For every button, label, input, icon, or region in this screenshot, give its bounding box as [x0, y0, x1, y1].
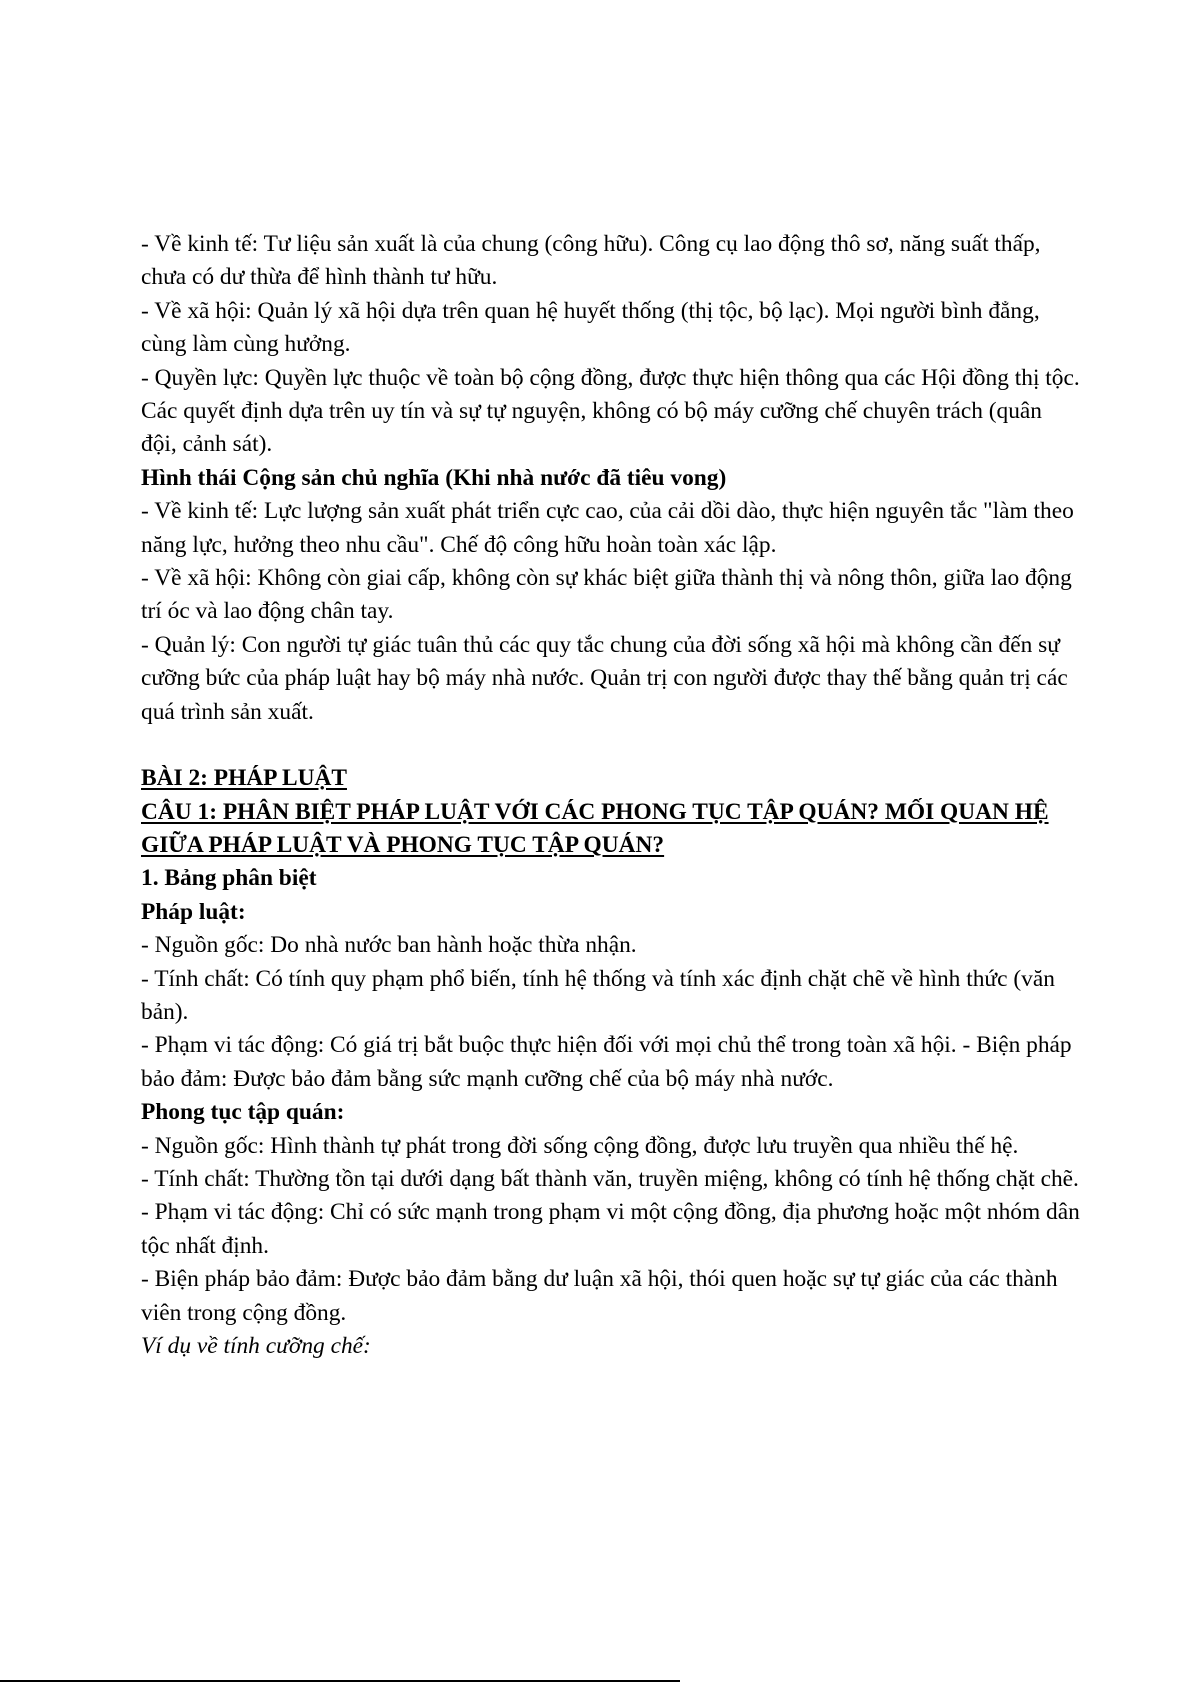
law-scope-item: - Phạm vi tác động: Có giá trị bắt buộc thực hiện đối với mọi chủ thể trong toàn xã hội. - Biện pháp bảo đảm: Được bảo đảm bằng sức mạnh cưỡng chế của bộ máy nhà nước. [141, 1032, 1072, 1092]
communist-management-paragraph: - Quản lý: Con người tự giác tuân thủ các quy tắc chung của đời sống xã hội mà không cần đến sự cưỡng bức của pháp luật hay bộ máy nhà nước. Quản trị con người được thay thế bằng quản trị các quá trình sản xuất. [141, 631, 1068, 725]
law-heading: Pháp luật: [141, 898, 246, 925]
law-origin-item: - Nguồn gốc: Do nhà nước ban hành hoặc thừa nhận. [141, 932, 637, 959]
document-page [141, 228, 1081, 1363]
law-nature-item: - Tính chất: Có tính quy phạm phổ biến, tính hệ thống và tính xác định chặt chẽ về hình thức (văn bản). [141, 965, 1055, 1025]
page-bottom-rule [0, 1680, 680, 1682]
communist-heading: Hình thái Cộng sản chủ nghĩa (Khi nhà nước đã tiêu vong) [141, 464, 727, 491]
custom-scope-item: - Phạm vi tác động: Chỉ có sức mạnh trong phạm vi một cộng đồng, địa phương hoặc một nhóm dân tộc nhất định. [141, 1199, 1080, 1259]
example-label: Ví dụ về tính cưỡng chế: [141, 1333, 371, 1359]
question-title: CÂU 1: PHÂN BIỆT PHÁP LUẬT VỚI CÁC PHONG TỤC TẬP QUÁN? MỐI QUAN HỆ GIỮA PHÁP LUẬT VÀ PHONG TỤC TẬP QUÁN? [141, 798, 1049, 858]
primitive-society-paragraph: - Về xã hội: Quản lý xã hội dựa trên quan hệ huyết thống (thị tộc, bộ lạc). Mọi người bình đẳng, cùng làm cùng hưởng. [141, 297, 1040, 358]
communist-society-paragraph: - Về xã hội: Không còn giai cấp, không còn sự khác biệt giữa thành thị và nông thôn, giữa lao động trí óc và lao động chân tay. [141, 565, 1072, 625]
communist-economy-paragraph: - Về kinh tế: Lực lượng sản xuất phát triển cực cao, của cải dồi dào, thực hiện nguyên tắc "làm theo năng lực, hưởng theo nhu cầu". Chế độ công hữu hoàn toàn xác lập. [141, 498, 1074, 558]
custom-heading: Phong tục tập quán: [141, 1099, 345, 1126]
section-spacer [141, 729, 1081, 762]
primitive-economy-paragraph: - Về kinh tế: Tư liệu sản xuất là của chung (công hữu). Công cụ lao động thô sơ, năng suất thấp, chưa có dư thừa để hình thành tư hữu. [141, 231, 1041, 291]
primitive-power-paragraph: - Quyền lực: Quyền lực thuộc về toàn bộ cộng đồng, được thực hiện thông qua các Hội đồng thị tộc. Các quyết định dựa trên uy tín và sự tự nguyện, không có bộ máy cưỡng chế chuyên trách (quân đội, cảnh sát). [141, 364, 1080, 458]
custom-origin-item: - Nguồn gốc: Hình thành tự phát trong đời sống cộng đồng, được lưu truyền qua nhiều thế hệ. [141, 1132, 1019, 1159]
custom-nature-item: - Tính chất: Thường tồn tại dưới dạng bất thành văn, truyền miệng, không có tính hệ thống chặt chẽ. [141, 1165, 1079, 1192]
lesson-title: BÀI 2: PHÁP LUẬT [141, 765, 347, 792]
table-heading: 1. Bảng phân biệt [141, 865, 317, 892]
custom-guarantee-item: - Biện pháp bảo đảm: Được bảo đảm bằng dư luận xã hội, thói quen hoặc sự tự giác của các thành viên trong cộng đồng. [141, 1266, 1058, 1326]
